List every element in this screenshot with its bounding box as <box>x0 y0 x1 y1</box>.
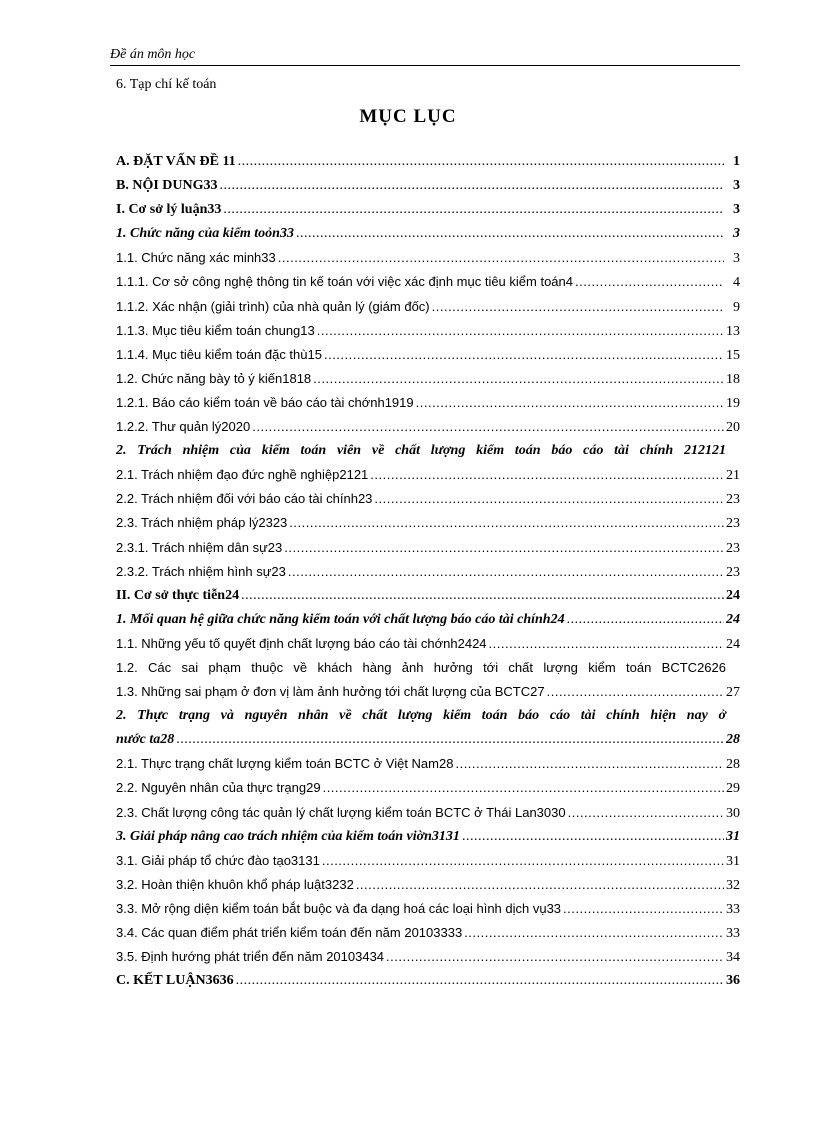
toc-entry[interactable]: 2.1. Trách nhiệm đạo đức nghề nghiệp2121 ..... 21 <box>116 463 740 487</box>
toc-title: MỤC LỤC <box>359 106 457 127</box>
toc-entry[interactable]: I. Cơ sở lý luận33 ..... 3 <box>116 198 740 222</box>
toc-entry[interactable]: 1.2.1. Báo cáo kiểm toán về báo cáo tài chớnh1919 ..... 19 <box>116 391 740 415</box>
toc-entry[interactable]: 2.3. Trách nhiệm pháp lý2323 ..... 23 <box>116 511 740 535</box>
toc-entry[interactable]: 1. Mối quan hệ giữa chức năng kiểm toán với chất lượng báo cáo tài chính24 ..... 24 <box>116 608 740 632</box>
toc-entry[interactable]: 3.5. Định hướng phát triển đến năm 20103434 ..... 34 <box>116 945 740 969</box>
toc-entry[interactable]: 1.1. Chức năng xác minh33 ..... 3 <box>116 246 740 270</box>
toc-entry[interactable]: 2.2. Nguyên nhân của thực trạng29 ..... 29 <box>116 776 740 800</box>
toc-entry[interactable]: 3.2. Hoàn thiện khuôn khổ pháp luật3232 ..... 32 <box>116 873 740 897</box>
toc-entry[interactable]: 3.1. Giải pháp tổ chức đào tạo3131 ..... 31 <box>116 849 740 873</box>
toc-entry[interactable]: 1.2. Chức năng bày tỏ ý kiến1818 ..... 18 <box>116 367 740 391</box>
toc-entry[interactable]: nước ta28 ..... 28 <box>116 728 740 752</box>
toc-entry[interactable]: 2. Trách nhiệm của kiểm toán viên về chất lượng kiểm toán báo cáo tài chính 212121 <box>116 443 726 459</box>
table-of-contents <box>116 150 740 993</box>
toc-entry[interactable]: 1.2. Các sai phạm thuộc về khách hàng ảnh hưởng tới chất lượng kiểm toán BCTC2626 <box>116 659 726 675</box>
toc-entry[interactable]: C. KẾT LUẬN3636 ..... 36 <box>116 969 740 993</box>
reference-line: 6. Tạp chí kế toán <box>116 77 217 92</box>
toc-entry[interactable]: 1.2.2. Thư quản lý2020 ..... 20 <box>116 415 740 439</box>
toc-entry[interactable]: 1.1.1. Cơ sở công nghệ thông tin kế toán với việc xác định mục tiêu kiểm toán4 ..... 4 <box>116 270 740 294</box>
toc-entry[interactable]: B. NỘI DUNG33 ..... 3 <box>116 174 740 198</box>
toc-entry[interactable]: 2.3. Chất lượng công tác quản lý chất lượng kiểm toán BCTC ở Thái Lan3030 ..... 30 <box>116 801 740 825</box>
toc-entry[interactable]: 3.4. Các quan điểm phát triển kiểm toán đến năm 20103333 ..... 33 <box>116 921 740 945</box>
toc-entry[interactable]: 1.1.2. Xác nhận (giải trình) của nhà quản lý (giám đốc) ..... 9 <box>116 295 740 319</box>
toc-entry[interactable]: 2.2. Trách nhiệm đối với báo cáo tài chính23 ..... 23 <box>116 487 740 511</box>
toc-entry[interactable]: 2.3.2. Trách nhiệm hình sự23 ..... 23 <box>116 560 740 584</box>
toc-entry[interactable]: A. ĐẶT VẤN ĐỀ 11 ..... 1 <box>116 150 740 174</box>
toc-entry[interactable]: 2.1. Thực trạng chất lượng kiểm toán BCTC ở Việt Nam28 ..... 28 <box>116 752 740 776</box>
toc-entry[interactable]: 2. Thực trạng và nguyên nhân về chất lượng kiểm toán báo cáo tài chính hiện nay ở <box>116 708 726 724</box>
toc-entry[interactable]: 1.1.4. Mục tiêu kiểm toán đặc thù15 ..... 15 <box>116 343 740 367</box>
header-divider <box>110 65 740 66</box>
toc-entry[interactable]: 1. Chức năng của kiểm toỏn33 ..... 3 <box>116 222 740 246</box>
toc-entry[interactable]: 1.1. Những yếu tố quyết định chất lượng báo cáo tài chớnh2424 ..... 24 <box>116 632 740 656</box>
toc-entry[interactable]: II. Cơ sở thực tiễn24 ..... 24 <box>116 584 740 608</box>
toc-entry[interactable]: 1.3. Những sai phạm ở đơn vị làm ảnh hưởng tới chất lượng của BCTC27 ..... 27 <box>116 680 740 704</box>
toc-entry[interactable]: 2.3.1. Trách nhiệm dân sự23 ..... 23 <box>116 536 740 560</box>
toc-entry[interactable]: 3. Giải pháp nâng cao trách nhiệm của kiểm toán viờn3131 ..... 31 <box>116 825 740 849</box>
toc-entry[interactable]: 1.1.3. Mục tiêu kiểm toán chung13 ..... 13 <box>116 319 740 343</box>
page-header: Đề án môn học <box>110 47 196 62</box>
toc-entry[interactable]: 3.3. Mở rộng diện kiểm toán bắt buộc và đa dạng hoá các loại hình dịch vụ33 ..... 33 <box>116 897 740 921</box>
